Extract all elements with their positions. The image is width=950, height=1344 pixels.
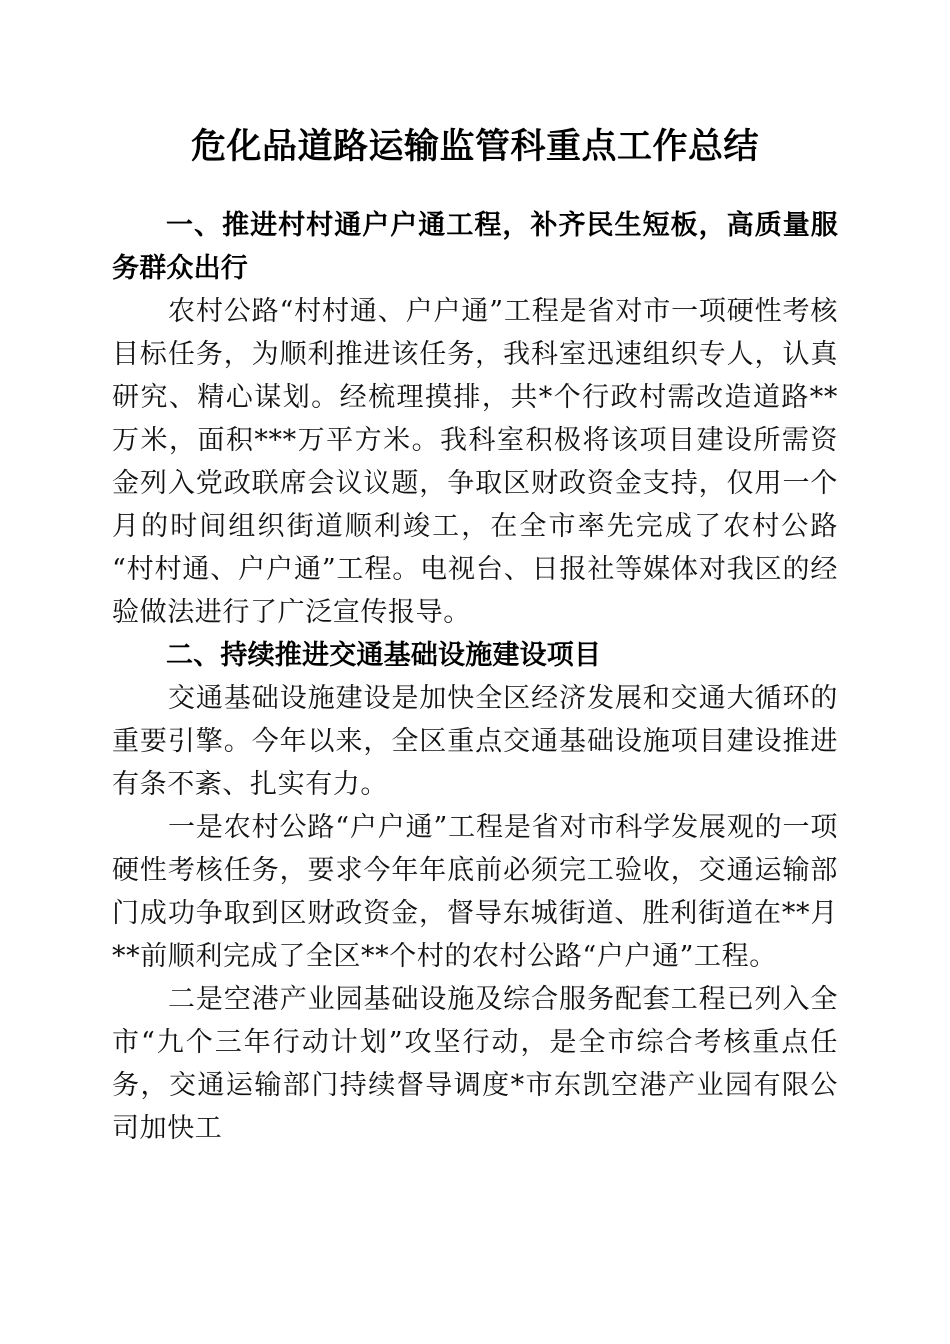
section-2-paragraph-3: 二是空港产业园基础设施及综合服务配套工程已列入全市“九个三年行动计划”攻坚行动，是全市综合考核重点任务，交通运输部门持续督导调度*市东凯空港产业园有限公司加快工 <box>112 984 838 1144</box>
section-2-paragraph-2: 一是农村公路“户户通”工程是省对市科学发展观的一项硬性考核任务，要求今年年底前必须完工验收，交通运输部门成功争取到区财政资金，督导东城街道、胜利街道在**月**前顺利完成了全区**个村的农村公路“户户通”工程。 <box>112 812 838 972</box>
section-heading-2: 二、持续推进交通基础设施建设项目 <box>166 640 602 670</box>
section-1-paragraph-1: 农村公路“村村通、户户通”工程是省对市一项硬性考核目标任务，为顺利推进该任务，我科室迅速组织专人，认真研究、精心谋划。经梳理摸排，共*个行政村需改造道路**万米，面积***万平方米。我科室积极将该项目建设所需资金列入党政联席会议议题，争取区财政资金支持，仅用一个月的时间组织街道顺利竣工，在全市率先完成了农村公路“村村通、户户通”工程。电视台、日报社等媒体对我区的经验做法进行了广泛宣传报导。 <box>112 296 838 628</box>
title-spacer <box>112 172 838 204</box>
page-title: 危化品道路运输监管科重点工作总结 <box>190 126 759 167</box>
section-heading-1: 一、推进村村通户户通工程，补齐民生短板，高质量服务群众出行 <box>112 210 838 283</box>
section-2-paragraph-1: 交通基础设施建设是加快全区经济发展和交通大循环的重要引擎。今年以来，全区重点交通基础设施项目建设推进有条不紊、扎实有力。 <box>112 683 838 800</box>
